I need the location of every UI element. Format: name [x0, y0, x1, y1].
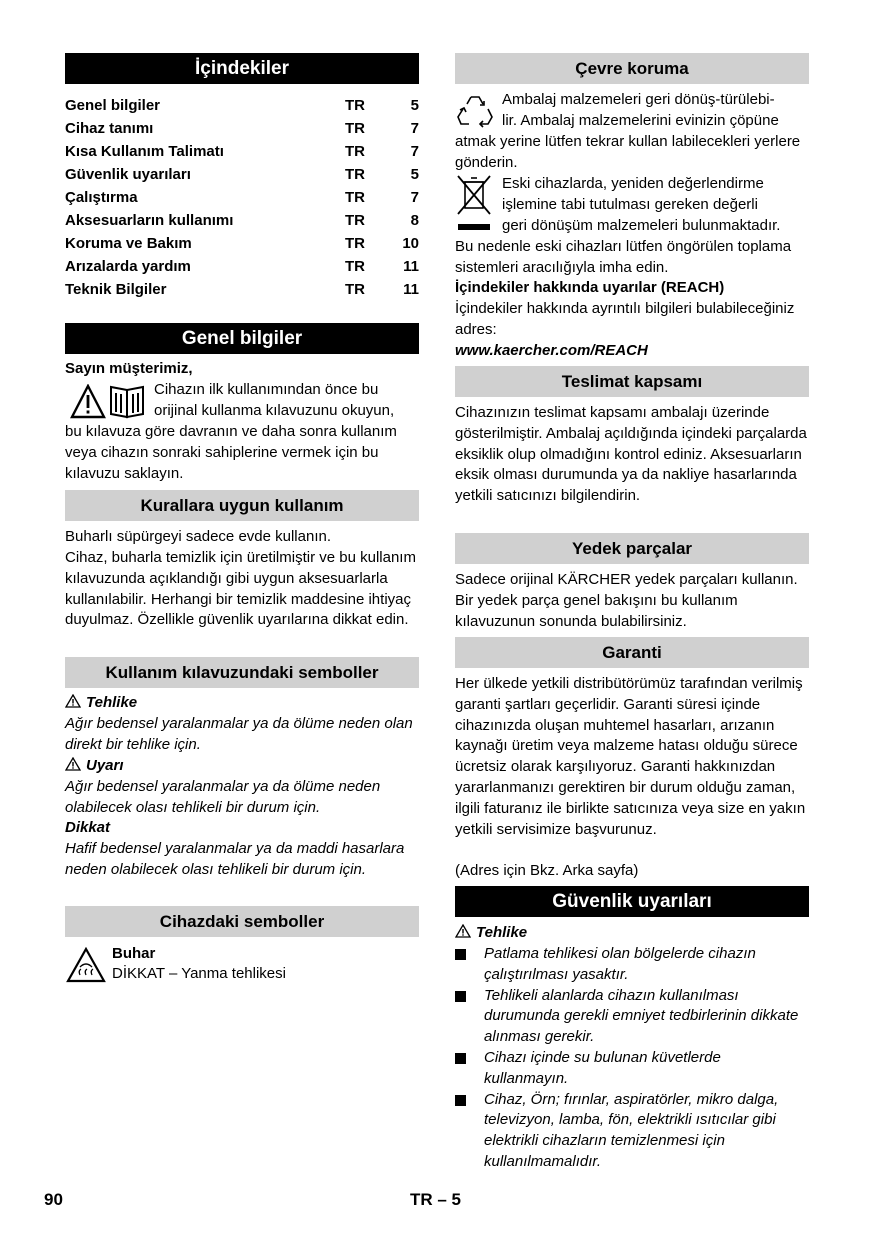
toc-row[interactable]: [65, 94, 419, 117]
toc-lang: TR: [345, 143, 365, 160]
toc-page: 10: [402, 235, 419, 252]
toc-lang: TR: [345, 281, 365, 298]
crossed-bin-icon: [455, 174, 493, 234]
device-symbols-heading: Cihazdaki semboller: [65, 906, 419, 937]
warning-triangle-icon: [70, 384, 106, 420]
toc-row[interactable]: [65, 232, 419, 255]
toc-title: Genel bilgiler: [65, 97, 161, 114]
toc-lang: TR: [345, 258, 365, 275]
toc-title: Aksesuarların kullanımı: [65, 212, 234, 229]
toc-lang: TR: [345, 97, 365, 114]
toc-title: Çalıştırma: [65, 189, 138, 206]
safety-danger-row: [455, 923, 809, 944]
environment-p1-rest: atmak yerine lütfen tekrar kullan labilecekleri yerlere gönderin.: [455, 133, 801, 171]
list-item: Patlama tehlikesi olan bölgelerde cihazın çalıştırılması yasaktır.: [455, 944, 809, 986]
toc-list: [65, 94, 419, 301]
proper-use-p2: Cihaz, buharla temizlik için üretilmiştir ve bu kullanım kılavuzunda açıklandığı gibi uygun aksesuarlarla kullanılabilir. Herhangi bir temizlik maddesine ihtiyaç duyulmaz. Özellikle güvenlik uyarılarına dikkat edin.: [65, 549, 416, 629]
danger-text: Ağır bedensel yaralanmalar ya da ölüme neden olan direkt bir tehlike için.: [65, 715, 413, 753]
delivery-heading: Teslimat kapsamı: [455, 366, 809, 397]
toc-row[interactable]: [65, 278, 419, 301]
toc-row[interactable]: [65, 117, 419, 140]
toc-heading: İçindekiler: [65, 53, 419, 84]
environment-line-5: geri dönüşüm malzemeleri bulunmaktadır.: [502, 217, 781, 234]
greeting: Sayın müşterimiz,: [65, 360, 193, 377]
intro-line-1: Cihazın ilk kullanımından önce bu: [154, 381, 379, 398]
intro-line-2: orijinal kullanma kılavuzunu okuyun,: [154, 402, 395, 419]
toc-page: 8: [410, 212, 419, 229]
warning-triangle-icon: [455, 924, 471, 938]
toc-lang: TR: [345, 120, 365, 137]
warning-text: Ağır bedensel yaralanmalar ya da ölüme neden olabilecek olası tehlikeli bir durum için.: [65, 778, 381, 816]
toc-page: 7: [410, 189, 419, 206]
toc-page: 7: [410, 143, 419, 160]
manual-book-icon: [107, 384, 147, 420]
spare-heading: Yedek parçalar: [455, 533, 809, 564]
environment-line-2: lir. Ambalaj malzemelerini evinizin çöpüne: [502, 112, 779, 129]
bullet-square-icon: [455, 949, 466, 960]
environment-line-3: Eski cihazlarda, yeniden değerlendirme: [502, 175, 764, 192]
toc-title: Teknik Bilgiler: [65, 281, 167, 298]
caution-label: Dikkat: [65, 819, 111, 836]
warning-triangle-icon: [65, 757, 81, 771]
toc-row[interactable]: [65, 186, 419, 209]
environment-heading: Çevre koruma: [455, 53, 809, 84]
toc-row[interactable]: [65, 140, 419, 163]
safety-heading: Güvenlik uyarıları: [455, 886, 809, 917]
bullet-square-icon: [455, 1095, 466, 1106]
proper-use-heading: Kurallara uygun kullanım: [65, 490, 419, 521]
safety-danger-label: Tehlike: [476, 924, 528, 941]
warning-label: Uyarı: [86, 757, 124, 774]
toc-title: Koruma ve Bakım: [65, 235, 192, 252]
caution-text: Hafif bedensel yaralanmalar ya da maddi hasarlara neden olabilecek olası tehlikeli bir durum için.: [65, 840, 405, 878]
footer-section: TR – 5: [410, 1190, 462, 1209]
warning-triangle-icon: [65, 694, 81, 708]
proper-use-p1: Buharlı süpürgeyi sadece evde kullanın.: [65, 528, 332, 545]
warranty-text: Her ülkede yetkili distribütörümüz tarafından verilmiş garanti şartları geçerlidir. Garanti süresi içinde cihazınızda oluşan muhtemel hasarları, arızanın kaynağı üretim veya malzeme hatası olduğu sürece ücretsiz olarak karşılıyoruz. Garanti hakkınızdan yararlanmanızı gerektiren bir durum olduğu zaman, ilgili faturanız ile birlikte satıcınıza veya size en yakın yetkili servisimize başvurunuz.: [455, 675, 806, 838]
bullet-square-icon: [455, 1053, 466, 1064]
recycling-icon: [455, 93, 495, 131]
toc-lang: TR: [345, 212, 365, 229]
toc-title: Arızalarda yardım: [65, 258, 191, 275]
safety-bullet-list: [455, 944, 809, 1173]
toc-page: 5: [410, 166, 419, 183]
bullet-square-icon: [455, 991, 466, 1002]
toc-row[interactable]: [65, 163, 419, 186]
toc-page: 11: [403, 258, 419, 275]
steam-label: Buhar: [112, 945, 156, 962]
list-item: Cihaz, Örn; fırınlar, aspiratörler, mikro dalga, televizyon, lamba, fön, elektrikli ısıtıcılar gibi elektrikli cihazların temizlenmesi için kullanılmamalıdır.: [455, 1090, 809, 1173]
toc-page: 7: [410, 120, 419, 137]
environment-line-4: işlemine tabi tutulması gereken değerli: [502, 196, 758, 213]
warning-label-row: [65, 756, 419, 777]
toc-lang: TR: [345, 189, 365, 206]
page-number: 90: [44, 1190, 63, 1209]
toc-lang: TR: [345, 235, 365, 252]
intro-text: bu kılavuza göre davranın ve daha sonra kullanım veya cihazın sonraki sahiplerine vermek için bu kılavuzu saklayın.: [65, 423, 397, 482]
spare-text: Sadece orijinal KÄRCHER yedek parçaları kullanın. Bir yedek parça genel bakışını bu kullanım kılavuzunun sonunda bulabilirsiniz.: [455, 571, 798, 630]
toc-title: Cihaz tanımı: [65, 120, 154, 137]
manual-symbols-heading: Kullanım kılavuzundaki semboller: [65, 657, 419, 688]
reach-text: İçindekiler hakkında ayrıntılı bilgileri bulabileceğiniz adres:: [455, 300, 795, 338]
environment-line-1: Ambalaj malzemeleri geri dönüş-türülebi-: [502, 91, 775, 108]
toc-title: Güvenlik uyarıları: [65, 166, 191, 183]
hot-steam-icon: [66, 947, 106, 983]
reach-title: İçindekiler hakkında uyarılar (REACH): [455, 279, 725, 296]
danger-label: Tehlike: [86, 694, 138, 711]
toc-page: 5: [410, 97, 419, 114]
reach-link[interactable]: www.kaercher.com/REACH: [455, 342, 648, 359]
environment-p2-rest: Bu nedenle eski cihazları lütfen öngörülen toplama sistemleri aracılığıyla imha edin.: [455, 238, 792, 276]
danger-label-row: [65, 693, 419, 714]
list-item: Cihazı içinde su bulunan küvetlerde kullanmayın.: [455, 1048, 809, 1090]
general-heading: Genel bilgiler: [65, 323, 419, 354]
list-item: Tehlikeli alanlarda cihazın kullanılması durumunda gerekli emniyet tedbirlerinin dikkate alınması gerekir.: [455, 986, 809, 1048]
general-intro-block: [65, 380, 419, 424]
toc-lang: TR: [345, 166, 365, 183]
warranty-heading: Garanti: [455, 637, 809, 668]
delivery-text: Cihazınızın teslimat kapsamı ambalajı üzerinde gösterilmiştir. Ambalaj açıldığında içindeki parçalarda eksiklik olup olmadığını kontrol ediniz. Aksesuarların eksik olması durumunda ya da nakliye hasarlarında yetkili satıcınızı bilgilendirin.: [455, 404, 807, 505]
warranty-address: (Adres için Bkz. Arka sayfa): [455, 862, 639, 879]
toc-title: Kısa Kullanım Talimatı: [65, 143, 224, 160]
steam-text: DİKKAT – Yanma tehlikesi: [112, 965, 286, 982]
toc-row[interactable]: [65, 209, 419, 232]
toc-row[interactable]: [65, 255, 419, 278]
toc-page: 11: [403, 281, 419, 298]
